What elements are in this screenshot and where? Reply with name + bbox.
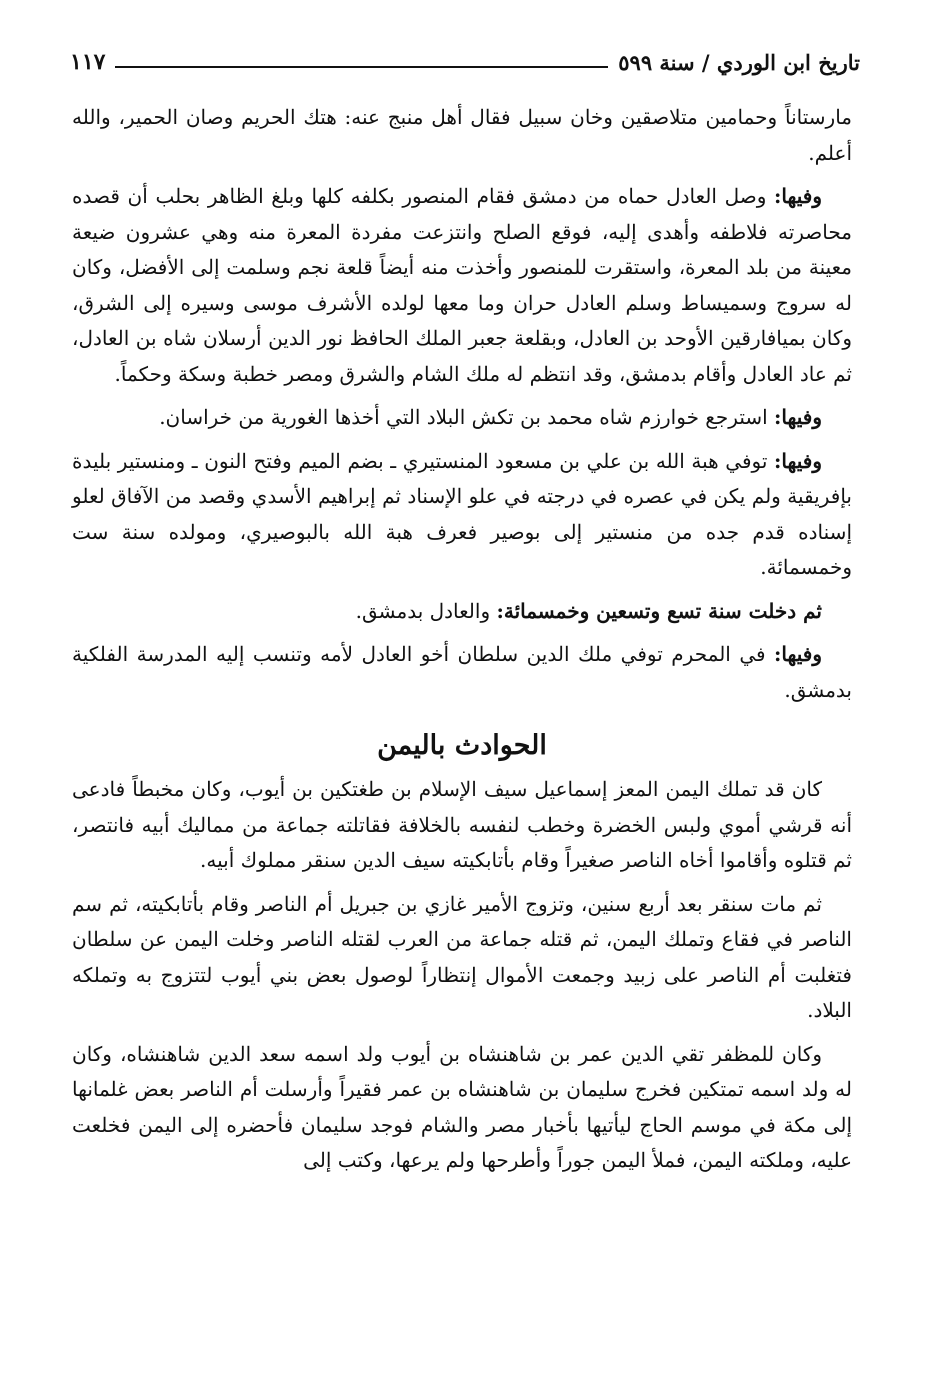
section-paragraph: ثم مات سنقر بعد أربع سنين، وتزوج الأمير غازي بن جبريل أم الناصر وقام بأتابكيته، ثم سم الناصر في فقاع وتملك اليمن، ثم قتله جماعة من العرب لقتله الناصر وخلت اليمن عن سلطان فتغلبت أم الناصر على زبيد وجمعت الأموال إنتظاراً لوصول بعض بني أيوب لتتزوج به وتملكه البلاد. — [72, 891, 852, 1022]
paragraph-lead: وفيها: — [774, 184, 822, 208]
paragraph-text: استرجع خوارزم شاه محمد بن تكش البلاد التي أخذها الغورية من خراسان. — [159, 405, 775, 429]
paragraph-lead: ثم دخلت سنة تسع وتسعين وخمسمائة: — [496, 598, 822, 623]
paragraph-lead: وفيها: — [774, 642, 822, 666]
paragraph-text: وصل العادل حماه من دمشق فقام المنصور بكلفه كلها وبلغ الظاهر بحلب أن قصده محاصرته فلاطفه وأهدى إليه، فوقع الصلح وانتزعت مفردة المعرة منه وهي عشرون ضيعة معينة من بلد المعرة، واستقرت للمنصور وأخذت منه أيضاً قلعة نجم وسلمت إلى الأفضل، وكان له سروج وسميساط وسلم العادل حران وما معها لولده الأشرف موسى وسيره إلى الشرق، وكان بميافارقين الأوحد بن العادل، وبقلعة جعبر الملك الحافظ نور الدين أرسلان شاه بن العادل، ثم عاد العادل وأقام بدمشق، وقد انتظم له ملك الشام والشرق ومصر خطبة وسكة وحكماً. — [72, 184, 852, 386]
page-body — [72, 100, 852, 1187]
running-title: تاريخ ابن الوردي / سنة ٥٩٩ — [618, 49, 860, 75]
paragraph — [72, 637, 852, 708]
paragraph-text: في المحرم توفي ملك الدين سلطان أخو العادل لأمه وتنسب إليه المدرسة الفلكية بدمشق. — [72, 642, 852, 702]
paragraph — [72, 400, 852, 436]
paragraph — [72, 179, 852, 392]
header-rule — [115, 66, 608, 68]
paragraph-lead: وفيها: — [774, 405, 822, 429]
paragraph — [72, 444, 852, 586]
section-heading: الحوادث باليمن — [377, 730, 547, 761]
page-number: ١١٧ — [70, 49, 106, 75]
paragraph-text: والعادل بدمشق. — [355, 598, 497, 623]
section-paragraph: كان قد تملك اليمن المعز إسماعيل سيف الإسلام بن طغتكين بن أيوب، وكان مخبطاً فادعى أنه قرشي أموي ولبس الخضرة وخطب لنفسه بالخلافة فقاتلته جماعة من مماليك أبيه فانتصر، ثم قتلوه وأقاموا أخاه الناصر صغيراً وقام بأتابكيته سيف الدين سنقر مملوك أبيه. — [72, 777, 852, 872]
paragraph — [72, 100, 852, 171]
paragraph-lead: وفيها: — [774, 448, 822, 473]
paragraph — [72, 594, 852, 630]
section-paragraph: وكان للمظفر تقي الدين عمر بن شاهنشاه بن أيوب ولد اسمه سعد الدين شاهنشاه، وكان له ولد اسمه تمتكين فخرج سليمان بن شاهنشاه بن عمر فقيراً وأرسلت أم الناصر بعض غلمانها إلى مكة في موسم الحاج ليأتيها بأخبار مصر والشام فوجد سليمان فأحضره إلى اليمن فخلعت عليه، وملكته اليمن، فملأ اليمن جوراً وأطرحها ولم يرعها، وكتب إلى — [72, 1041, 852, 1172]
paragraph-text: مارستاناً وحمامين متلاصقين وخان سبيل فقال أهل منبج عنه: هتك الحريم وصان الحمير، والله أعلم. — [72, 105, 852, 165]
page-header — [70, 44, 860, 80]
paragraph-text: توفي هبة الله بن علي بن مسعود المنستيري ـ بضم الميم وفتح النون ـ ومنستير بليدة بإفريقية ولم يكن في عصره في درجته في علو الإسناد ثم إبراهيم الأسدي وقصد من الآفاق لعلو إسناده قدم جده من منستير إلى بوصير فعرف هبة الله بالبوصيري، ومولده سنة ست وخمسمائة. — [72, 448, 852, 579]
